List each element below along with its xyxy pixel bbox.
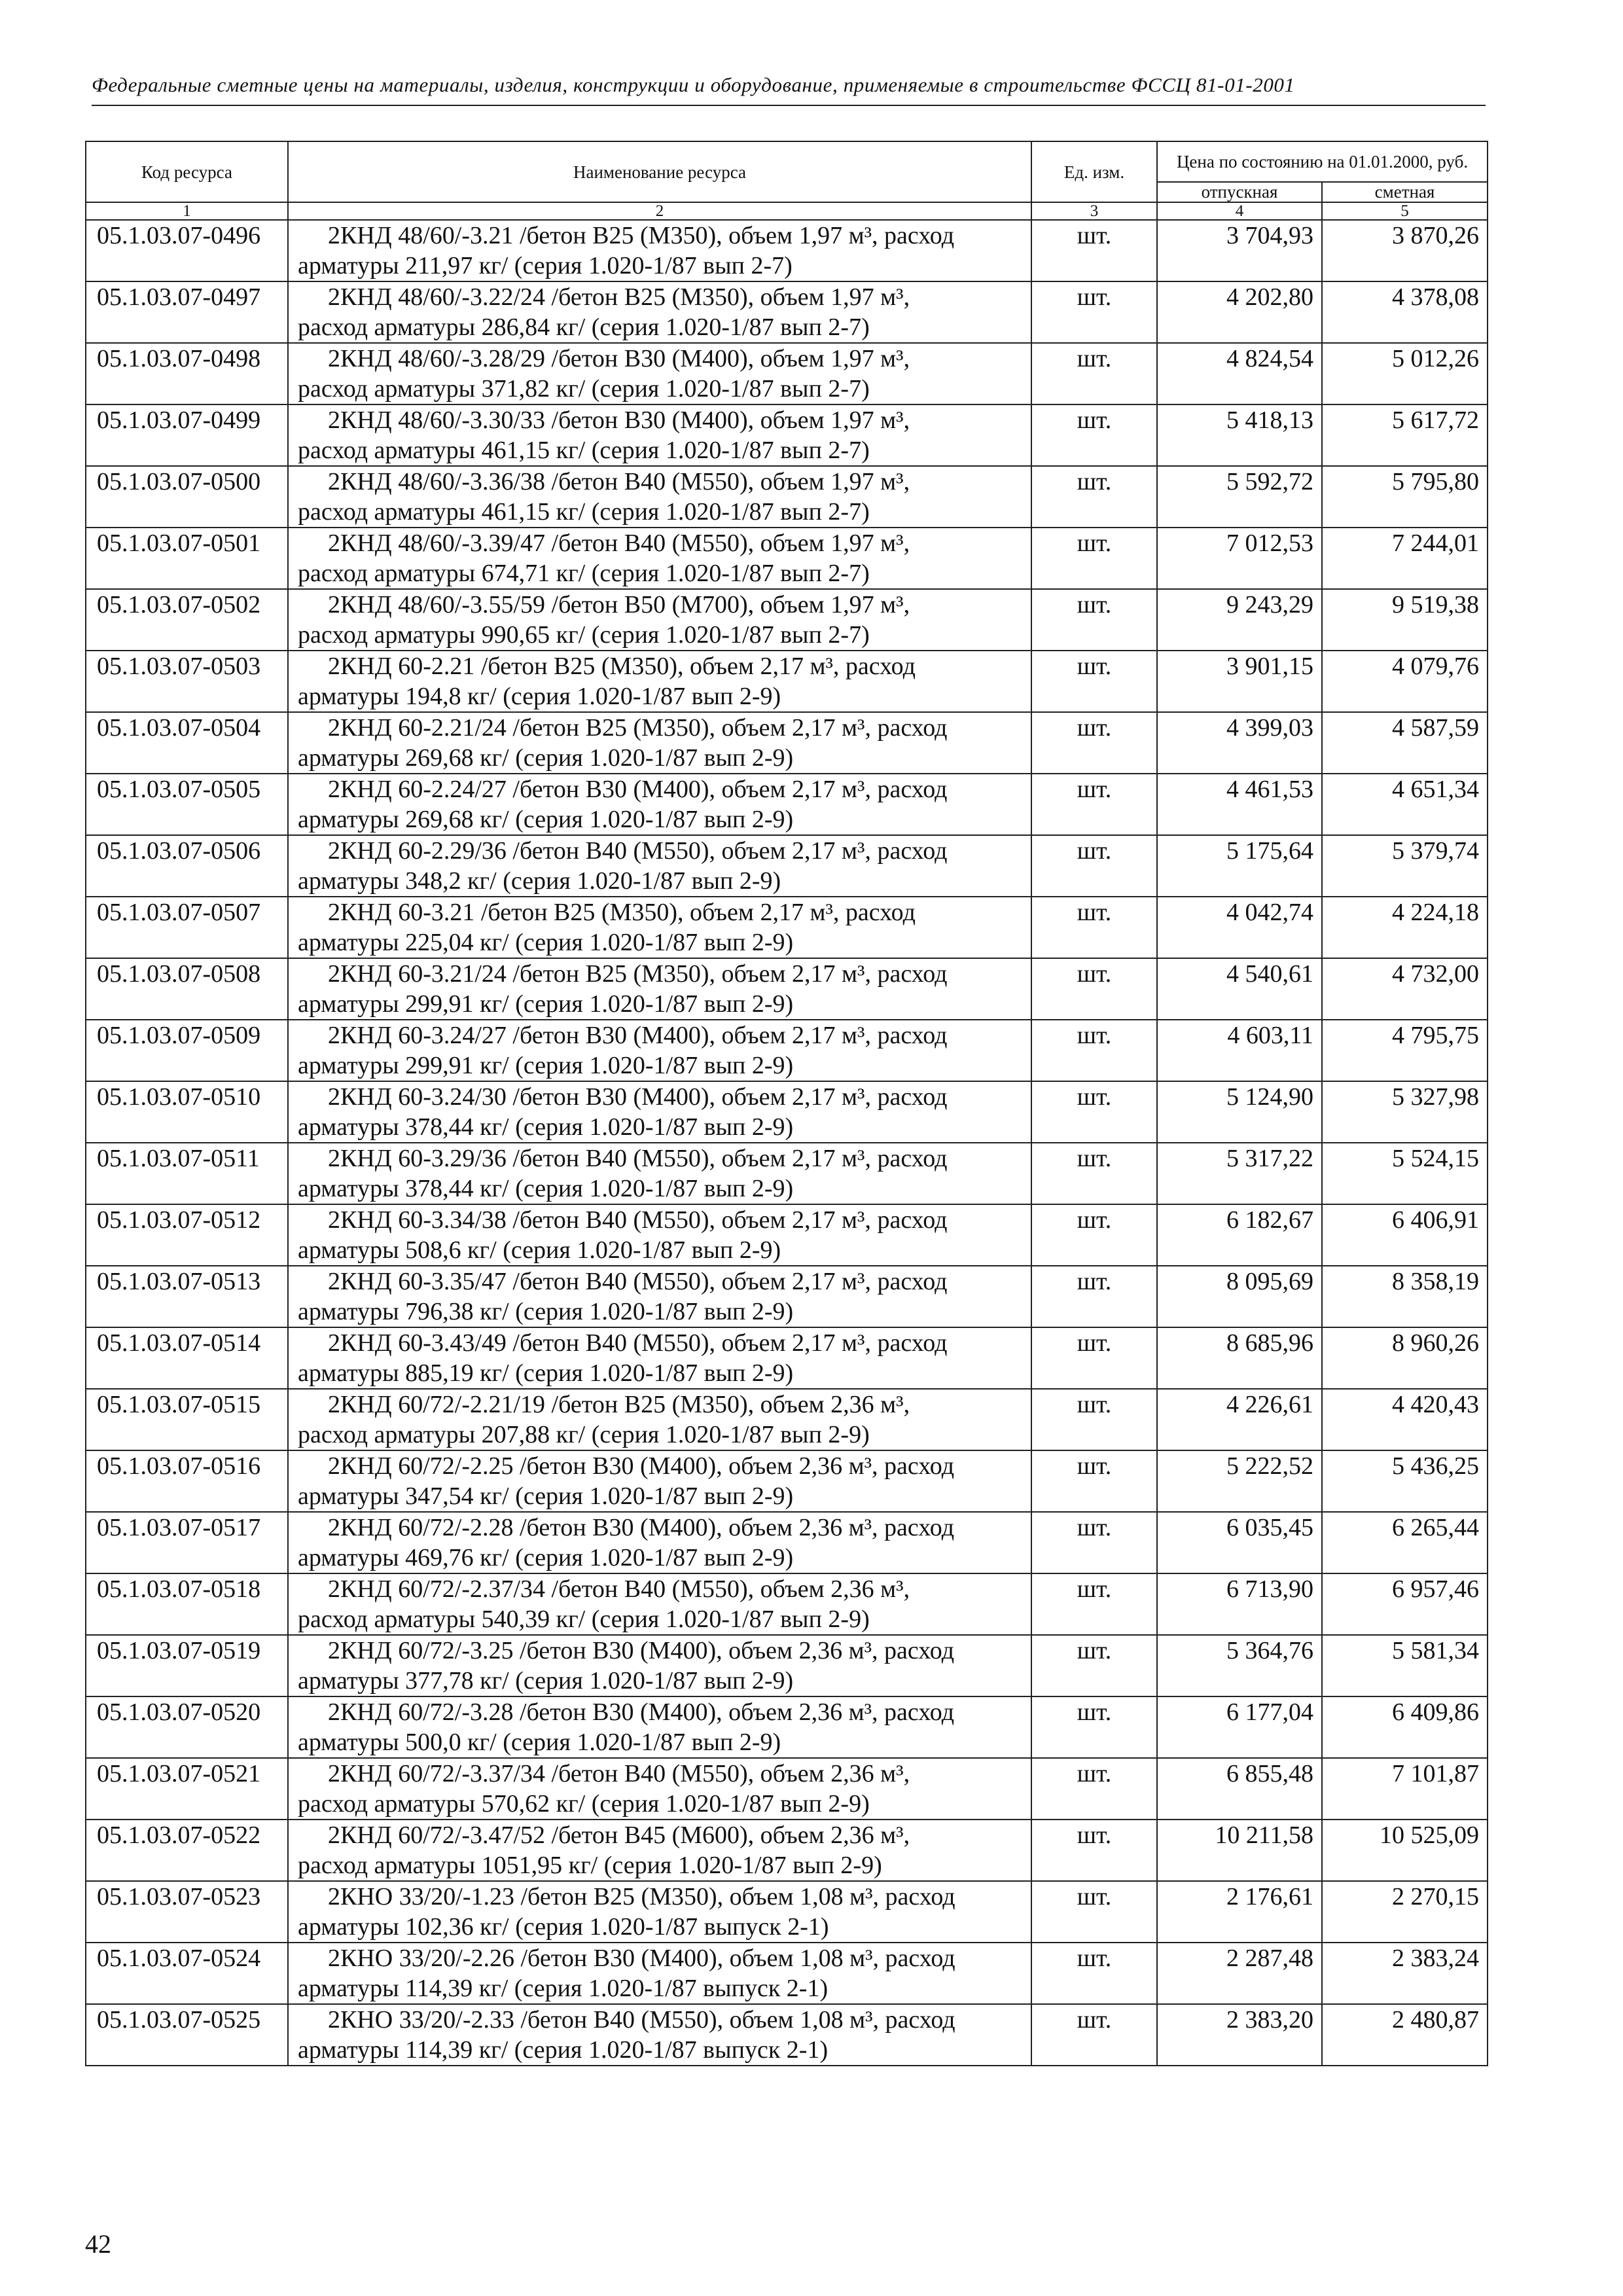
unit-of-measure: шт.: [1031, 1820, 1157, 1881]
resource-name-line-1: 2КНД 48/60/-3.36/38 /бетон В40 (М550), объем 1,97 м³,: [328, 468, 910, 495]
release-price: 4 540,61: [1157, 958, 1322, 1020]
resource-code: 05.1.03.07-0507: [86, 897, 288, 958]
resource-name: [288, 466, 1031, 528]
estimate-price: 2 480,87: [1322, 2004, 1488, 2066]
estimate-price: 5 524,15: [1322, 1143, 1488, 1204]
unit-of-measure: шт.: [1031, 220, 1157, 281]
unit-of-measure: шт.: [1031, 1512, 1157, 1573]
estimate-price: 4 224,18: [1322, 897, 1488, 958]
unit-of-measure: шт.: [1031, 1327, 1157, 1389]
release-price: 10 211,58: [1157, 1820, 1322, 1881]
running-header-title: Федеральные сметные цены на материалы, изделия, конструкции и оборудование, применяемые в строительстве ФССЦ 81-01-2001: [92, 73, 1486, 106]
resource-name-line-2: арматуры 114,39 кг/ (серия 1.020-1/87 выпуск 2-1): [298, 2036, 829, 2064]
resource-code: 05.1.03.07-0523: [86, 1881, 288, 1943]
resource-code: 05.1.03.07-0512: [86, 1204, 288, 1266]
resource-code: 05.1.03.07-0521: [86, 1758, 288, 1820]
resource-name: [288, 1573, 1031, 1635]
table-body: [86, 220, 1488, 2066]
resource-name-line-2: арматуры 102,36 кг/ (серия 1.020-1/87 выпуск 2-1): [298, 1913, 829, 1941]
resource-code: 05.1.03.07-0503: [86, 651, 288, 712]
resource-name: [288, 1327, 1031, 1389]
estimate-price: 3 870,26: [1322, 220, 1488, 281]
resource-code: 05.1.03.07-0516: [86, 1450, 288, 1512]
resource-name: [288, 1696, 1031, 1758]
unit-of-measure: шт.: [1031, 774, 1157, 835]
unit-of-measure: шт.: [1031, 651, 1157, 712]
estimate-price: 7 244,01: [1322, 528, 1488, 589]
unit-of-measure: шт.: [1031, 589, 1157, 651]
resource-name-line-2: арматуры 225,04 кг/ (серия 1.020-1/87 вып 2-9): [298, 929, 794, 956]
resource-name-line-1: 2КНД 60/72/-2.37/34 /бетон В40 (М550), объем 2,36 м³,: [328, 1575, 910, 1603]
column-number: 2: [288, 202, 1031, 220]
release-price: 6 177,04: [1157, 1696, 1322, 1758]
table-row: [86, 1020, 1488, 1081]
resource-code: 05.1.03.07-0506: [86, 835, 288, 897]
resource-code: 05.1.03.07-0525: [86, 2004, 288, 2066]
resource-name-line-1: 2КНД 48/60/-3.22/24 /бетон В25 (М350), объем 1,97 м³,: [328, 283, 910, 311]
estimate-price: 6 957,46: [1322, 1573, 1488, 1635]
release-price: 4 461,53: [1157, 774, 1322, 835]
header-unit: Ед. изм.: [1031, 141, 1157, 202]
unit-of-measure: шт.: [1031, 1943, 1157, 2004]
resource-name-line-1: 2КНД 48/60/-3.28/29 /бетон В30 (М400), объем 1,97 м³,: [328, 345, 910, 372]
estimate-price: 4 420,43: [1322, 1389, 1488, 1450]
resource-name: [288, 1635, 1031, 1696]
resource-code: 05.1.03.07-0517: [86, 1512, 288, 1573]
estimate-price: 5 795,80: [1322, 466, 1488, 528]
resource-name: [288, 404, 1031, 466]
estimate-price: 5 327,98: [1322, 1081, 1488, 1143]
resource-name-line-2: арматуры 378,44 кг/ (серия 1.020-1/87 вып 2-9): [298, 1175, 794, 1202]
resource-code: 05.1.03.07-0510: [86, 1081, 288, 1143]
release-price: 5 124,90: [1157, 1081, 1322, 1143]
resource-name-line-2: расход арматуры 570,62 кг/ (серия 1.020-1/87 вып 2-9): [298, 1790, 870, 1818]
resource-code: 05.1.03.07-0508: [86, 958, 288, 1020]
release-price: 4 824,54: [1157, 343, 1322, 404]
table-row: [86, 1696, 1488, 1758]
release-price: 5 592,72: [1157, 466, 1322, 528]
resource-name: [288, 1389, 1031, 1450]
resource-name-line-1: 2КНД 60/72/-3.47/52 /бетон В45 (М600), объем 2,36 м³,: [328, 1821, 910, 1849]
unit-of-measure: шт.: [1031, 466, 1157, 528]
resource-name-line-2: арматуры 269,68 кг/ (серия 1.020-1/87 вып 2-9): [298, 806, 794, 833]
release-price: 8 095,69: [1157, 1266, 1322, 1327]
resource-name-line-2: арматуры 377,78 кг/ (серия 1.020-1/87 вып 2-9): [298, 1667, 794, 1695]
unit-of-measure: шт.: [1031, 343, 1157, 404]
table-row: [86, 343, 1488, 404]
table-row: [86, 1081, 1488, 1143]
table-row: [86, 1758, 1488, 1820]
resource-name-line-2: арматуры 299,91 кг/ (серия 1.020-1/87 вып 2-9): [298, 990, 794, 1018]
resource-code: 05.1.03.07-0524: [86, 1943, 288, 2004]
resource-name: [288, 1943, 1031, 2004]
resource-name: [288, 774, 1031, 835]
resource-name: [288, 1450, 1031, 1512]
table-row: [86, 1820, 1488, 1881]
table-row: [86, 1327, 1488, 1389]
resource-name-line-2: арматуры 269,68 кг/ (серия 1.020-1/87 вып 2-9): [298, 744, 794, 772]
resource-name-line-1: 2КНД 60-3.21 /бетон В25 (М350), объем 2,17 м³, расход: [328, 899, 916, 926]
resource-name: [288, 2004, 1031, 2066]
header-name: Наименование ресурса: [288, 141, 1031, 202]
resource-name: [288, 1758, 1031, 1820]
release-price: 4 042,74: [1157, 897, 1322, 958]
resource-code: 05.1.03.07-0505: [86, 774, 288, 835]
resource-name-line-2: арматуры 347,54 кг/ (серия 1.020-1/87 вып 2-9): [298, 1482, 794, 1510]
unit-of-measure: шт.: [1031, 1143, 1157, 1204]
release-price: 5 222,52: [1157, 1450, 1322, 1512]
table-row: [86, 958, 1488, 1020]
table-row: [86, 1204, 1488, 1266]
resource-name-line-2: расход арматуры 461,15 кг/ (серия 1.020-1/87 вып 2-7): [298, 498, 870, 526]
release-price: 4 603,11: [1157, 1020, 1322, 1081]
release-price: 4 399,03: [1157, 712, 1322, 774]
resource-code: 05.1.03.07-0513: [86, 1266, 288, 1327]
release-price: 5 364,76: [1157, 1635, 1322, 1696]
resource-name-line-1: 2КНД 60-3.34/38 /бетон В40 (М550), объем 2,17 м³, расход: [328, 1206, 948, 1234]
resource-name-line-2: расход арматуры 461,15 кг/ (серия 1.020-1/87 вып 2-7): [298, 437, 870, 464]
estimate-price: 2 270,15: [1322, 1881, 1488, 1943]
estimate-price: 5 436,25: [1322, 1450, 1488, 1512]
estimate-price: 4 378,08: [1322, 281, 1488, 343]
resource-name-line-2: расход арматуры 990,65 кг/ (серия 1.020-1/87 вып 2-7): [298, 621, 870, 649]
resource-name-line-2: арматуры 114,39 кг/ (серия 1.020-1/87 выпуск 2-1): [298, 1975, 829, 2002]
resource-name-line-2: арматуры 299,91 кг/ (серия 1.020-1/87 вып 2-9): [298, 1052, 794, 1079]
release-price: 5 175,64: [1157, 835, 1322, 897]
release-price: 5 317,22: [1157, 1143, 1322, 1204]
header-release-price: отпускная: [1157, 182, 1322, 202]
resource-name-line-1: 2КНД 60-3.24/27 /бетон В30 (М400), объем 2,17 м³, расход: [328, 1022, 948, 1049]
resource-name-line-1: 2КНД 60-2.21 /бетон В25 (М350), объем 2,17 м³, расход: [328, 653, 916, 680]
resource-name-line-1: 2КНД 60-3.21/24 /бетон В25 (М350), объем 2,17 м³, расход: [328, 960, 948, 988]
unit-of-measure: шт.: [1031, 1450, 1157, 1512]
resource-name: [288, 1512, 1031, 1573]
column-number: 5: [1322, 202, 1488, 220]
resource-code: 05.1.03.07-0497: [86, 281, 288, 343]
resource-code: 05.1.03.07-0504: [86, 712, 288, 774]
estimate-price: 10 525,09: [1322, 1820, 1488, 1881]
unit-of-measure: шт.: [1031, 1266, 1157, 1327]
resource-name-line-2: расход арматуры 207,88 кг/ (серия 1.020-1/87 вып 2-9): [298, 1421, 870, 1448]
resource-name-line-2: арматуры 211,97 кг/ (серия 1.020-1/87 вып 2-7): [298, 252, 793, 279]
release-price: 6 035,45: [1157, 1512, 1322, 1573]
table-row: [86, 2004, 1488, 2066]
resource-name-line-2: арматуры 508,6 кг/ (серия 1.020-1/87 вып 2-9): [298, 1236, 781, 1264]
release-price: 6 713,90: [1157, 1573, 1322, 1635]
release-price: 3 704,93: [1157, 220, 1322, 281]
resource-name-line-1: 2КНД 48/60/-3.30/33 /бетон В30 (М400), объем 1,97 м³,: [328, 406, 910, 434]
estimate-price: 4 732,00: [1322, 958, 1488, 1020]
unit-of-measure: шт.: [1031, 1881, 1157, 1943]
resource-name: [288, 712, 1031, 774]
estimate-price: 9 519,38: [1322, 589, 1488, 651]
resource-code: 05.1.03.07-0509: [86, 1020, 288, 1081]
estimate-price: 8 960,26: [1322, 1327, 1488, 1389]
price-table: [85, 141, 1488, 2066]
resource-name-line-2: арматуры 885,19 кг/ (серия 1.020-1/87 вып 2-9): [298, 1359, 794, 1387]
unit-of-measure: шт.: [1031, 1081, 1157, 1143]
resource-code: 05.1.03.07-0515: [86, 1389, 288, 1450]
table-row: [86, 404, 1488, 466]
estimate-price: 5 379,74: [1322, 835, 1488, 897]
resource-name-line-2: арматуры 378,44 кг/ (серия 1.020-1/87 вып 2-9): [298, 1113, 794, 1141]
unit-of-measure: шт.: [1031, 1204, 1157, 1266]
resource-code: 05.1.03.07-0498: [86, 343, 288, 404]
resource-name-line-1: 2КНД 60/72/-3.28 /бетон В30 (М400), объем 2,36 м³, расход: [328, 1698, 955, 1726]
estimate-price: 6 409,86: [1322, 1696, 1488, 1758]
unit-of-measure: шт.: [1031, 835, 1157, 897]
table-row: [86, 712, 1488, 774]
resource-name-line-1: 2КНД 48/60/-3.55/59 /бетон В50 (М700), объем 1,97 м³,: [328, 591, 910, 619]
resource-name-line-2: арматуры 348,2 кг/ (серия 1.020-1/87 вып 2-9): [298, 867, 781, 895]
unit-of-measure: шт.: [1031, 897, 1157, 958]
resource-name-line-1: 2КНД 60-3.29/36 /бетон В40 (М550), объем 2,17 м³, расход: [328, 1145, 948, 1172]
table-row: [86, 528, 1488, 589]
resource-name-line-2: арматуры 500,0 кг/ (серия 1.020-1/87 вып 2-9): [298, 1729, 781, 1756]
resource-name: [288, 528, 1031, 589]
resource-name-line-1: 2КНД 48/60/-3.39/47 /бетон В40 (М550), объем 1,97 м³,: [328, 529, 910, 557]
resource-name: [288, 1820, 1031, 1881]
release-price: 6 182,67: [1157, 1204, 1322, 1266]
resource-code: 05.1.03.07-0502: [86, 589, 288, 651]
column-number: 4: [1157, 202, 1322, 220]
resource-name-line-2: расход арматуры 286,84 кг/ (серия 1.020-1/87 вып 2-7): [298, 314, 870, 341]
resource-name-line-2: арматуры 469,76 кг/ (серия 1.020-1/87 вып 2-9): [298, 1544, 794, 1571]
table-row: [86, 1635, 1488, 1696]
resource-name: [288, 220, 1031, 281]
resource-name: [288, 1081, 1031, 1143]
resource-name-line-1: 2КНД 60-3.24/30 /бетон В30 (М400), объем 2,17 м³, расход: [328, 1083, 948, 1111]
release-price: 2 176,61: [1157, 1881, 1322, 1943]
table-row: [86, 220, 1488, 281]
estimate-price: 5 581,34: [1322, 1635, 1488, 1696]
release-price: 8 685,96: [1157, 1327, 1322, 1389]
unit-of-measure: шт.: [1031, 1635, 1157, 1696]
unit-of-measure: шт.: [1031, 1389, 1157, 1450]
unit-of-measure: шт.: [1031, 958, 1157, 1020]
resource-name: [288, 651, 1031, 712]
resource-code: 05.1.03.07-0514: [86, 1327, 288, 1389]
table-row: [86, 1573, 1488, 1635]
resource-name: [288, 958, 1031, 1020]
unit-of-measure: шт.: [1031, 404, 1157, 466]
resource-name-line-1: 2КНД 60/72/-3.37/34 /бетон В40 (М550), объем 2,36 м³,: [328, 1760, 910, 1787]
resource-code: 05.1.03.07-0518: [86, 1573, 288, 1635]
resource-name: [288, 343, 1031, 404]
table-row: [86, 1266, 1488, 1327]
estimate-price: 6 265,44: [1322, 1512, 1488, 1573]
release-price: 4 226,61: [1157, 1389, 1322, 1450]
estimate-price: 5 617,72: [1322, 404, 1488, 466]
table-row: [86, 835, 1488, 897]
resource-code: 05.1.03.07-0496: [86, 220, 288, 281]
header-estimate-price: сметная: [1322, 182, 1488, 202]
unit-of-measure: шт.: [1031, 712, 1157, 774]
resource-name-line-1: 2КНД 60/72/-3.25 /бетон В30 (М400), объем 2,36 м³, расход: [328, 1637, 955, 1664]
resource-code: 05.1.03.07-0500: [86, 466, 288, 528]
resource-name-line-1: 2КНО 33/20/-1.23 /бетон В25 (М350), объем 1,08 м³, расход: [328, 1883, 955, 1910]
release-price: 3 901,15: [1157, 651, 1322, 712]
resource-name-line-1: 2КНД 60/72/-2.21/19 /бетон В25 (М350), объем 2,36 м³,: [328, 1391, 910, 1418]
table-row: [86, 1512, 1488, 1573]
resource-name: [288, 897, 1031, 958]
release-price: 7 012,53: [1157, 528, 1322, 589]
column-number: 1: [86, 202, 288, 220]
table-row: [86, 589, 1488, 651]
resource-name-line-1: 2КНД 60-3.35/47 /бетон В40 (М550), объем 2,17 м³, расход: [328, 1268, 948, 1295]
resource-name-line-1: 2КНД 60-2.21/24 /бетон В25 (М350), объем 2,17 м³, расход: [328, 714, 948, 742]
table-row: [86, 1943, 1488, 2004]
table-row: [86, 281, 1488, 343]
column-number: 3: [1031, 202, 1157, 220]
resource-name: [288, 1020, 1031, 1081]
estimate-price: 4 651,34: [1322, 774, 1488, 835]
header-price-group: Цена по состоянию на 01.01.2000, руб.: [1157, 141, 1488, 182]
resource-code: 05.1.03.07-0522: [86, 1820, 288, 1881]
resource-name: [288, 281, 1031, 343]
resource-name-line-2: расход арматуры 674,71 кг/ (серия 1.020-1/87 вып 2-7): [298, 560, 870, 587]
table-row: [86, 897, 1488, 958]
release-price: 5 418,13: [1157, 404, 1322, 466]
estimate-price: 4 795,75: [1322, 1020, 1488, 1081]
estimate-price: 4 079,76: [1322, 651, 1488, 712]
resource-code: 05.1.03.07-0501: [86, 528, 288, 589]
unit-of-measure: шт.: [1031, 2004, 1157, 2066]
resource-name-line-1: 2КНД 60-2.24/27 /бетон В30 (М400), объем 2,17 м³, расход: [328, 776, 948, 803]
table-row: [86, 1881, 1488, 1943]
unit-of-measure: шт.: [1031, 1573, 1157, 1635]
resource-name: [288, 1881, 1031, 1943]
resource-name-line-2: расход арматуры 1051,95 кг/ (серия 1.020-1/87 вып 2-9): [298, 1852, 882, 1879]
release-price: 2 383,20: [1157, 2004, 1322, 2066]
estimate-price: 4 587,59: [1322, 712, 1488, 774]
release-price: 9 243,29: [1157, 589, 1322, 651]
unit-of-measure: шт.: [1031, 528, 1157, 589]
resource-name: [288, 1266, 1031, 1327]
table-row: [86, 651, 1488, 712]
unit-of-measure: шт.: [1031, 1020, 1157, 1081]
resource-code: 05.1.03.07-0499: [86, 404, 288, 466]
release-price: 6 855,48: [1157, 1758, 1322, 1820]
table-row: [86, 1450, 1488, 1512]
estimate-price: 8 358,19: [1322, 1266, 1488, 1327]
resource-name-line-1: 2КНО 33/20/-2.33 /бетон В40 (М550), объем 1,08 м³, расход: [328, 2006, 955, 2034]
unit-of-measure: шт.: [1031, 281, 1157, 343]
resource-name: [288, 835, 1031, 897]
estimate-price: 6 406,91: [1322, 1204, 1488, 1266]
resource-code: 05.1.03.07-0520: [86, 1696, 288, 1758]
resource-code: 05.1.03.07-0511: [86, 1143, 288, 1204]
resource-name-line-1: 2КНО 33/20/-2.26 /бетон В30 (М400), объем 1,08 м³, расход: [328, 1945, 955, 1972]
estimate-price: 2 383,24: [1322, 1943, 1488, 2004]
table-row: [86, 466, 1488, 528]
resource-name-line-2: расход арматуры 540,39 кг/ (серия 1.020-1/87 вып 2-9): [298, 1605, 870, 1633]
resource-name: [288, 1204, 1031, 1266]
table-row: [86, 1143, 1488, 1204]
resource-code: 05.1.03.07-0519: [86, 1635, 288, 1696]
resource-name-line-1: 2КНД 60-2.29/36 /бетон В40 (М550), объем 2,17 м³, расход: [328, 837, 948, 865]
unit-of-measure: шт.: [1031, 1758, 1157, 1820]
table-row: [86, 774, 1488, 835]
resource-name-line-2: арматуры 194,8 кг/ (серия 1.020-1/87 вып 2-9): [298, 683, 781, 710]
resource-name-line-1: 2КНД 48/60/-3.21 /бетон В25 (М350), объем 1,97 м³, расход: [328, 222, 955, 249]
release-price: 4 202,80: [1157, 281, 1322, 343]
resource-name: [288, 589, 1031, 651]
resource-name-line-2: арматуры 796,38 кг/ (серия 1.020-1/87 вып 2-9): [298, 1298, 794, 1325]
resource-name-line-2: расход арматуры 371,82 кг/ (серия 1.020-1/87 вып 2-7): [298, 375, 870, 403]
release-price: 2 287,48: [1157, 1943, 1322, 2004]
estimate-price: 7 101,87: [1322, 1758, 1488, 1820]
page-number: 42: [85, 2229, 111, 2259]
resource-name-line-1: 2КНД 60/72/-2.28 /бетон В30 (М400), объем 2,36 м³, расход: [328, 1514, 955, 1541]
estimate-price: 5 012,26: [1322, 343, 1488, 404]
table-row: [86, 1389, 1488, 1450]
header-code: Код ресурса: [86, 141, 288, 202]
resource-name: [288, 1143, 1031, 1204]
resource-name-line-1: 2КНД 60-3.43/49 /бетон В40 (М550), объем 2,17 м³, расход: [328, 1329, 948, 1357]
unit-of-measure: шт.: [1031, 1696, 1157, 1758]
resource-name-line-1: 2КНД 60/72/-2.25 /бетон В30 (М400), объем 2,36 м³, расход: [328, 1452, 955, 1480]
